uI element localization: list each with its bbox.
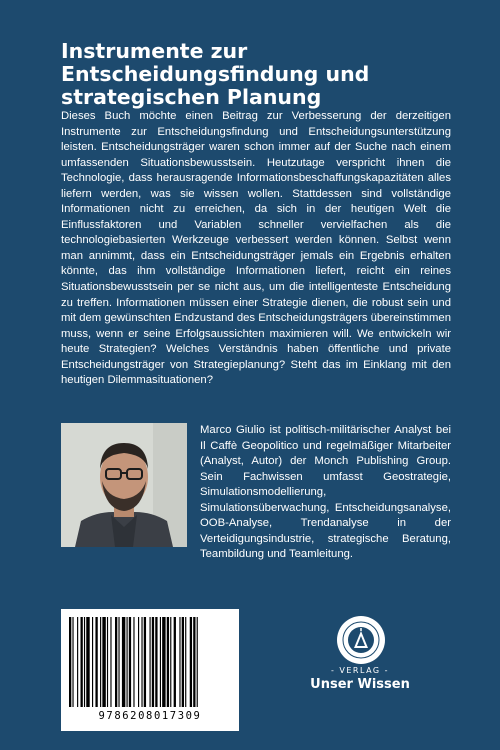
title-line: Instrumente zur	[61, 39, 248, 63]
publisher-name: Unser Wissen	[310, 677, 410, 692]
author-photo	[61, 423, 187, 547]
isbn-barcode	[61, 609, 239, 731]
isbn-digits: 9786208017309	[98, 710, 202, 722]
publisher-verlag-label: - VERLAG -	[330, 666, 390, 675]
book-description: Dieses Buch möchte einen Beitrag zur Verbesserung der derzeitigen Instrumente zur Entscheidungsfindung und Entscheidungsunterstützung leisten. Entscheidungsträger waren schon immer auf der Suche nach einem umfassenden Situationsbewusstsein. Heutzutage verspricht ihnen die Technologie, dass herausragende Informationsbeschaffungskapazitäten alles liefern werden, was sie wissen wollen. Stattdessen sind vollständige Informationen nicht zu erreichen, da sich in der heutigen Welt die Einflussfaktoren und Variablen schneller vervielfachen als die technologiebasierten Werkzeuge verbessert werden können. Selbst wenn man annimmt, dass ein Entscheidungsträger jemals ein Ergebnis erhalten könnte, das ihm vollständige Informationen liefert, reicht ein reines Situationsbewusstsein per se nicht aus, um die intelligenteste Entscheidung zu treffen. Informationen müssen einer Strategie dienen, die robust sein und mit dem gewünschten Endzustand des Entscheidungsträgers übereinstimmen muss, wenn er seine Erfolgsaussichten maximieren will. We entwickeln wir heute Strategien? Welches Verständnis haben öffentliche und private Entscheidungsträger von Strategieplanung? Steht das im Einklang mit den heutigen Dilemmasituationen?	[61, 110, 451, 387]
book-title	[61, 40, 461, 109]
title-line: strategischen Planung	[61, 85, 322, 109]
title-line: Entscheidungsfindung und	[61, 62, 370, 86]
author-bio: Marco Giulio ist politisch-militärischer Analyst bei Il Caffè Geopolitico und regelmäßiger Mitarbeiter (Analyst, Autor) der Monch Publishing Group. Sein Fachwissen umfasst Geostrategie, Simulationsmodellierung, Simulationsüberwachung, Entscheidungsanalyse, OOB-Analyse, Trendanalyse in der Verteidigungsindustrie, strategische Beratung, Teambildung und Teamleitung.	[200, 424, 451, 561]
